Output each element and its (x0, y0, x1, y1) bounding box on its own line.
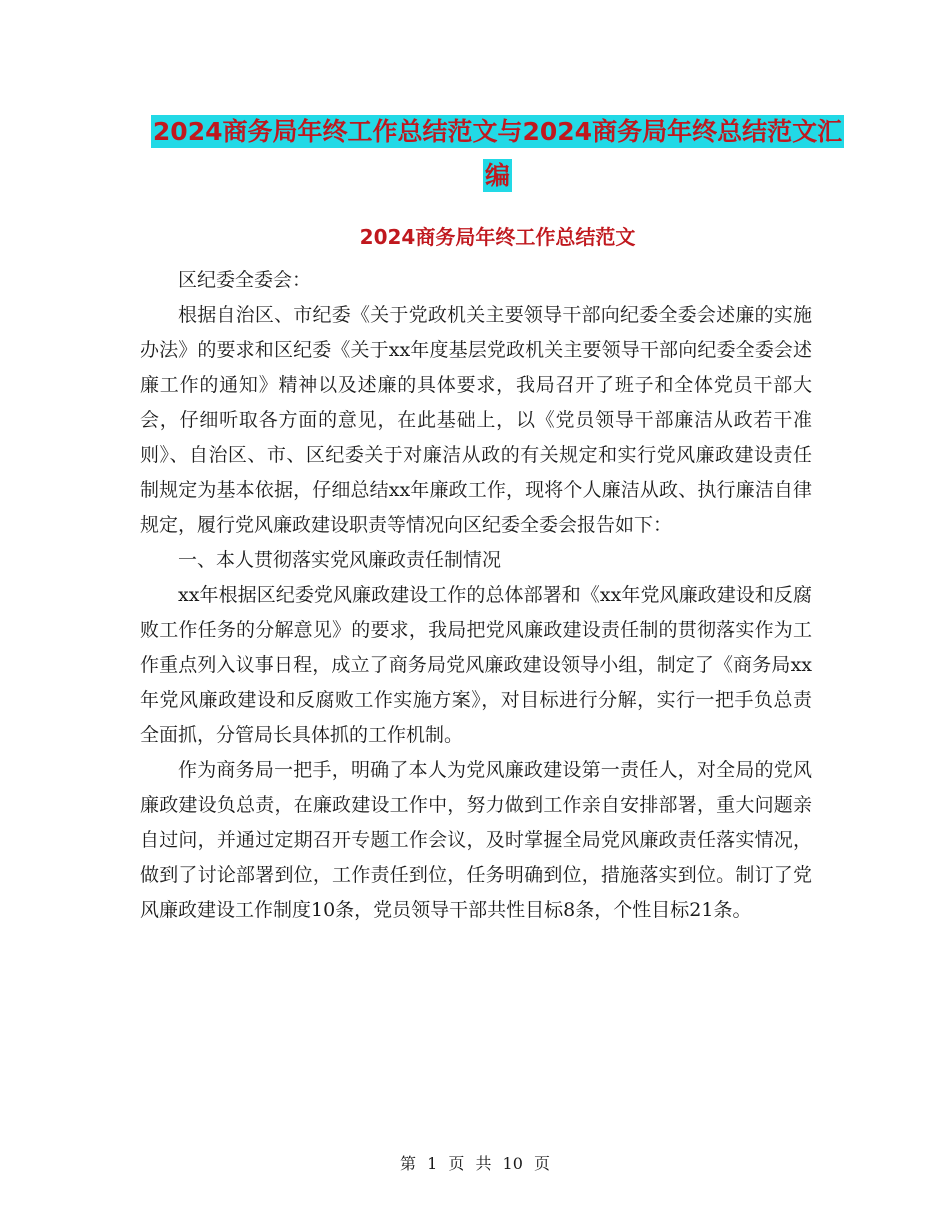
title-highlight: 2024商务局年终工作总结范文与2024商务局年终总结范文汇编 (152, 117, 843, 190)
paragraph-intro: 根据自治区、市纪委《关于党政机关主要领导干部向纪委全委会述廉的实施办法》的要求和区纪委《关于xx年度基层党政机关主要领导干部向纪委全委会述廉工作的通知》精神以及述廉的具体要求，我局召开了班子和全体党员干部大会，仔细听取各方面的意见，在此基础上，以《党员领导干部廉洁从政若干准则》、自治区、市、区纪委关于对廉洁从政的有关规定和实行党风廉政建设责任制规定为基本依据，仔细总结xx年廉政工作，现将个人廉洁从政、执行廉洁自律规定，履行党风廉政建设职责等情况向区纪委全委会报告如下： (140, 304, 812, 536)
paragraph-leadership: 作为商务局一把手，明确了本人为党风廉政建设第一责任人，对全局的党风廉政建设负总责，在廉政建设工作中，努力做到工作亲自安排部署，重大问题亲自过问，并通过定期召开专题工作会议，及时掌握全局党风廉政责任落实情况，做到了讨论部署到位，工作责任到位，任务明确到位，措施落实到位。制订了党风廉政建设工作制度10条，党员领导干部共性目标8条，个性目标21条。 (140, 759, 812, 921)
paragraph-responsibility: xx年根据区纪委党风廉政建设工作的总体部署和《xx年党风廉政建设和反腐败工作任务的分解意见》的要求，我局把党风廉政建设责任制的贯彻落实作为工作重点列入议事日程，成立了商务局党风廉政建设领导小组，制定了《商务局xx年党风廉政建设和反腐败工作实施方案》，对目标进行分解，实行一把手负总责全面抓，分管局长具体抓的工作机制。 (140, 584, 812, 746)
section-title: 2024商务局年终工作总结范文 (359, 225, 636, 249)
document-title (140, 110, 855, 198)
salutation: 区纪委全委会： (178, 269, 312, 291)
document-body (140, 263, 812, 928)
paragraph-heading-1: 一、本人贯彻落实党风廉政责任制情况 (178, 549, 502, 571)
page-number-footer: 第 1 页 共 10 页 (400, 1154, 550, 1173)
